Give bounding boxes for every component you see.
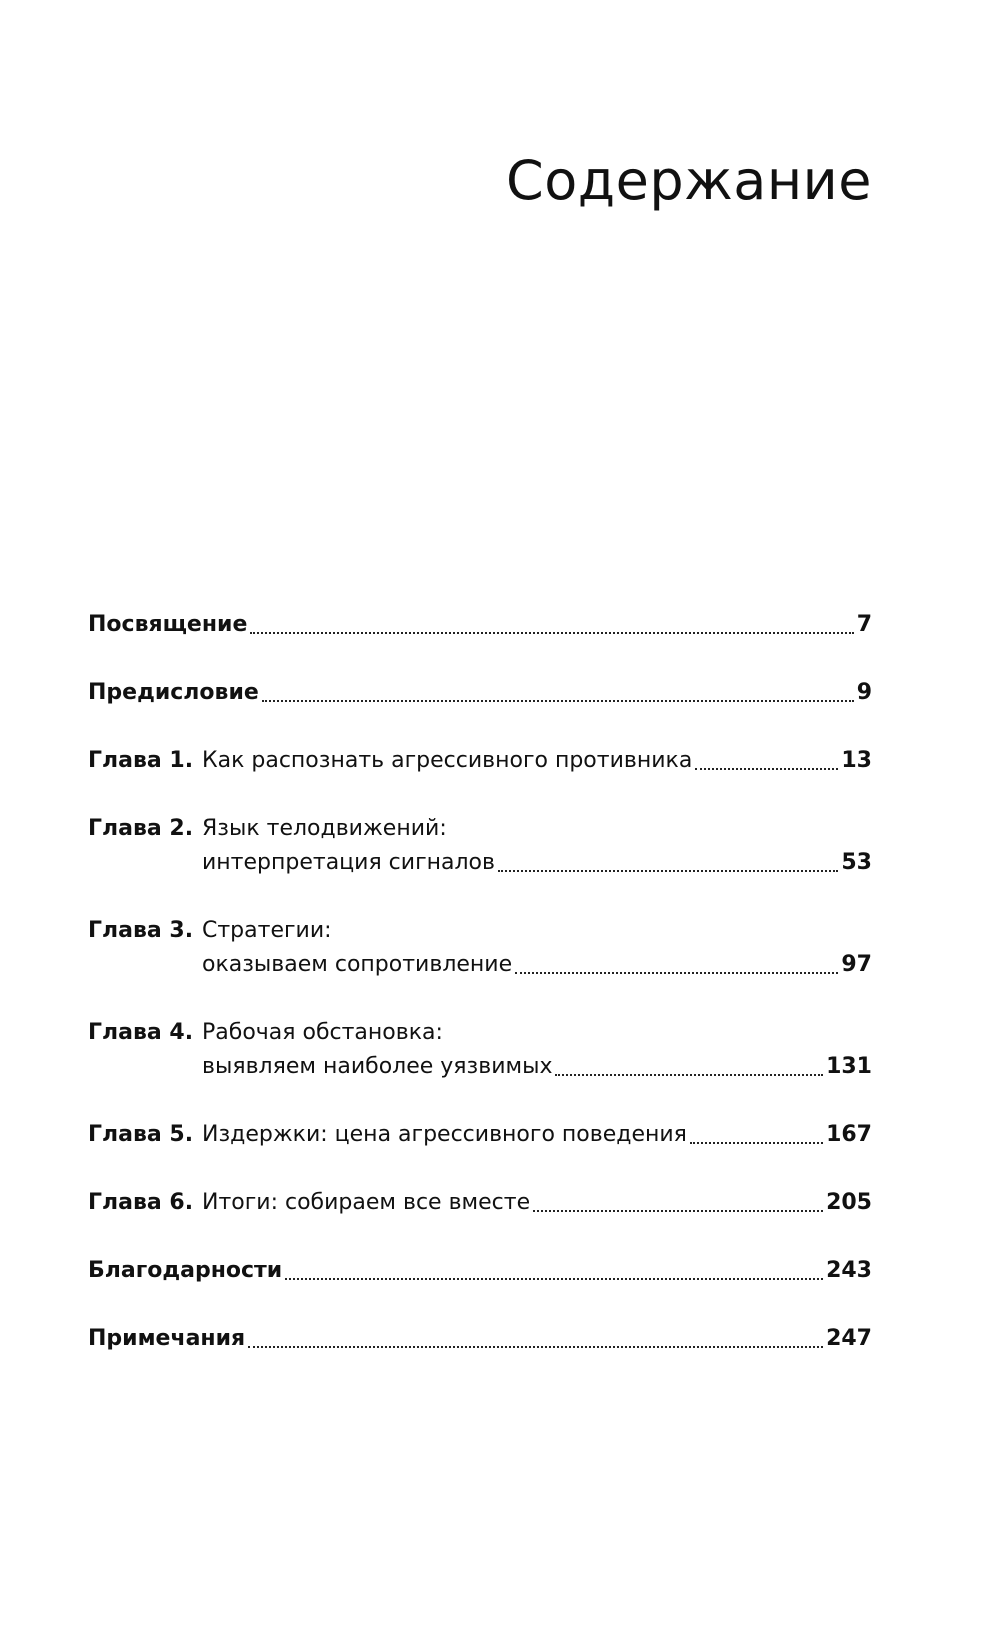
toc-entry-chapter-6[interactable] <box>88 1186 872 1220</box>
toc-leader-row <box>88 608 872 642</box>
dot-leader <box>285 1278 823 1280</box>
toc-entry-title: Примечания <box>88 1326 246 1351</box>
toc-page-number: 243 <box>826 1258 872 1283</box>
toc-entry-dedication[interactable] <box>88 608 872 642</box>
toc-page-number: 247 <box>826 1326 872 1351</box>
chapter-label: Глава 2. <box>88 816 194 841</box>
table-of-contents <box>88 608 872 1390</box>
toc-entry-acknowledgements[interactable] <box>88 1254 872 1288</box>
toc-entry-chapter-4[interactable] <box>88 1016 872 1084</box>
toc-leader-row <box>202 744 872 778</box>
chapter-label: Глава 1. <box>88 748 194 773</box>
toc-leader-row <box>88 676 872 710</box>
dot-leader <box>248 1346 823 1348</box>
chapter-title-line: Как распознать агрессивного противника <box>202 748 693 773</box>
toc-page-number: 13 <box>841 748 872 773</box>
chapter-subtitle-line: оказываем сопротивление <box>202 952 513 977</box>
toc-leader-row <box>88 1322 872 1356</box>
chapter-title-block <box>202 812 872 880</box>
dot-leader <box>690 1142 823 1144</box>
toc-leader-row <box>202 1050 872 1084</box>
toc-entry-chapter-2[interactable] <box>88 812 872 880</box>
toc-entry-title: Предисловие <box>88 680 259 705</box>
toc-entry-preface[interactable] <box>88 676 872 710</box>
chapter-label: Глава 5. <box>88 1122 194 1147</box>
chapter-label: Глава 3. <box>88 918 194 943</box>
toc-entry-chapter-5[interactable] <box>88 1118 872 1152</box>
dot-leader <box>515 972 838 974</box>
toc-page-number: 53 <box>841 850 872 875</box>
chapter-title-line: Итоги: собираем все вместе <box>202 1190 531 1215</box>
dot-leader <box>262 700 854 702</box>
toc-page-number: 167 <box>826 1122 872 1147</box>
toc-leader-row <box>202 948 872 982</box>
toc-entry-title: Посвящение <box>88 612 248 637</box>
toc-page-number: 131 <box>826 1054 872 1079</box>
chapter-label: Глава 4. <box>88 1020 194 1045</box>
toc-entry-notes[interactable] <box>88 1322 872 1356</box>
chapter-subtitle-line: интерпретация сигналов <box>202 850 495 875</box>
dot-leader <box>555 1074 823 1076</box>
toc-entry-title: Благодарности <box>88 1258 283 1283</box>
chapter-title-line: Издержки: цена агрессивного поведения <box>202 1122 687 1147</box>
dot-leader <box>695 768 838 770</box>
page-title: Содержание <box>506 149 872 213</box>
chapter-title-block <box>202 914 872 982</box>
toc-leader-row <box>88 1254 872 1288</box>
chapter-title-line: Рабочая обстановка: <box>202 1020 443 1045</box>
chapter-title-block <box>202 1016 872 1084</box>
toc-leader-row <box>202 1118 872 1152</box>
toc-page-number: 97 <box>841 952 872 977</box>
toc-leader-row <box>202 846 872 880</box>
toc-page-number: 205 <box>826 1190 872 1215</box>
chapter-title-line: Стратегии: <box>202 918 332 943</box>
toc-page-number: 7 <box>856 612 872 637</box>
chapter-label: Глава 6. <box>88 1190 194 1215</box>
chapter-title-block <box>202 1186 872 1220</box>
toc-entry-chapter-1[interactable] <box>88 744 872 778</box>
chapter-title-block <box>202 744 872 778</box>
chapter-title-block <box>202 1118 872 1152</box>
toc-page-number: 9 <box>856 680 872 705</box>
chapter-title-line: Язык телодвижений: <box>202 816 447 841</box>
chapter-subtitle-line: выявляем наиболее уязвимых <box>202 1054 553 1079</box>
dot-leader <box>533 1210 823 1212</box>
dot-leader <box>250 632 853 634</box>
dot-leader <box>498 870 838 872</box>
toc-entry-chapter-3[interactable] <box>88 914 872 982</box>
toc-leader-row <box>202 1186 872 1220</box>
